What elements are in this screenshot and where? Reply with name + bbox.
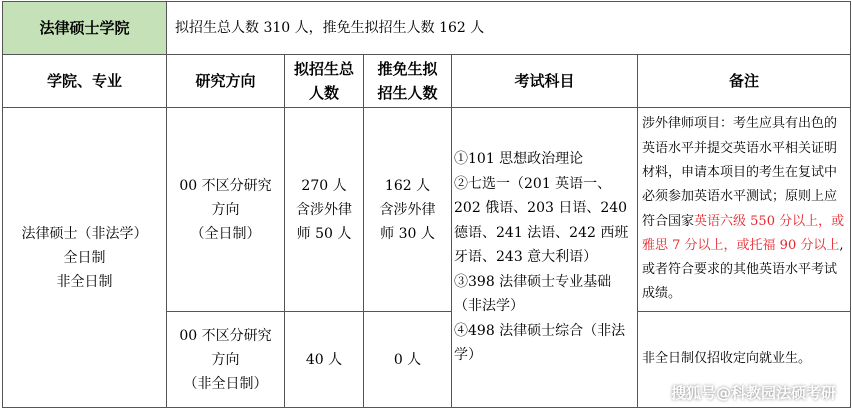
col-header-exempt-line1: 推免生拟	[377, 60, 438, 78]
watermark: 搜狐号@科教园法硕考研	[670, 384, 836, 402]
major-cell	[3, 108, 167, 408]
exempt-fulltime	[364, 108, 452, 312]
col-header-exempt-line2: 招生人数	[377, 84, 438, 102]
subject-3: ③398 法律硕士专业基础（非法学）	[454, 273, 612, 315]
note-fulltime	[638, 108, 851, 312]
college-name: 法律硕士学院	[3, 2, 167, 55]
col-header-planned-line1: 拟招生总	[293, 60, 354, 78]
subject-4: ④498 法律硕士综合（非法学）	[454, 322, 626, 364]
planned-fulltime-line3: 师 50 人	[296, 225, 352, 242]
direction-fulltime-line3: （全日制）	[190, 225, 261, 242]
col-header-planned	[285, 55, 364, 108]
direction-parttime-line2: 方向	[211, 351, 240, 368]
english-requirement-highlight: 英语六级 550 分以上，或雅思 7 分以上，或托福 90 分以上	[642, 213, 845, 253]
exempt-fulltime-line2: 含涉外律	[379, 201, 436, 218]
enrollment-summary: 拟招生总人数 310 人，推免生拟招生人数 162 人	[167, 2, 851, 55]
exempt-parttime: 0 人	[364, 312, 452, 408]
major-fulltime: 全日制	[63, 249, 106, 266]
col-header-exempt	[364, 55, 452, 108]
note-parttime: 非全日制仅招收定向就业生。	[638, 312, 851, 408]
planned-parttime: 40 人	[285, 312, 364, 408]
planned-fulltime-line2: 含涉外律	[296, 201, 352, 218]
subject-2: ②七选一（201 英语一、202 俄语、203 日语、240 德语、241 法语、242 西班牙语、243 意大利语）	[454, 175, 629, 266]
direction-fulltime	[167, 108, 285, 312]
major-parttime: 非全日制	[56, 273, 113, 290]
major-name: 法律硕士（非法学）	[21, 225, 148, 242]
planned-fulltime-count: 270 人	[301, 177, 347, 194]
direction-parttime-line3: （非全日制）	[183, 375, 268, 392]
col-header-subjects: 考试科目	[452, 55, 638, 108]
planned-fulltime	[285, 108, 364, 312]
col-header-major: 学院、专业	[3, 55, 167, 108]
col-header-planned-line2: 人数	[308, 84, 339, 102]
col-header-notes: 备注	[638, 55, 851, 108]
admissions-table	[2, 1, 851, 408]
exam-subjects	[452, 108, 638, 408]
exempt-fulltime-line3: 师 30 人	[380, 225, 435, 242]
note-fulltime-part1: 涉外律师项目：考生应具有出色的英语水平并提交英语水平相关证明材料，申请本项目的考生在复试中必须参加英语水平测试；原则上应符合国家	[642, 116, 838, 229]
direction-parttime-line1: 00 不区分研究	[179, 327, 272, 344]
direction-parttime	[167, 312, 285, 408]
direction-fulltime-line1: 00 不区分研究	[179, 177, 272, 194]
note-fulltime-part2: ,或者符合要求的其他英语水平考试成绩。	[642, 237, 844, 302]
col-header-direction: 研究方向	[167, 55, 285, 108]
direction-fulltime-line2: 方向	[211, 201, 240, 218]
exempt-fulltime-count: 162 人	[384, 177, 431, 194]
subject-1: ①101 思想政治理论	[454, 151, 584, 168]
